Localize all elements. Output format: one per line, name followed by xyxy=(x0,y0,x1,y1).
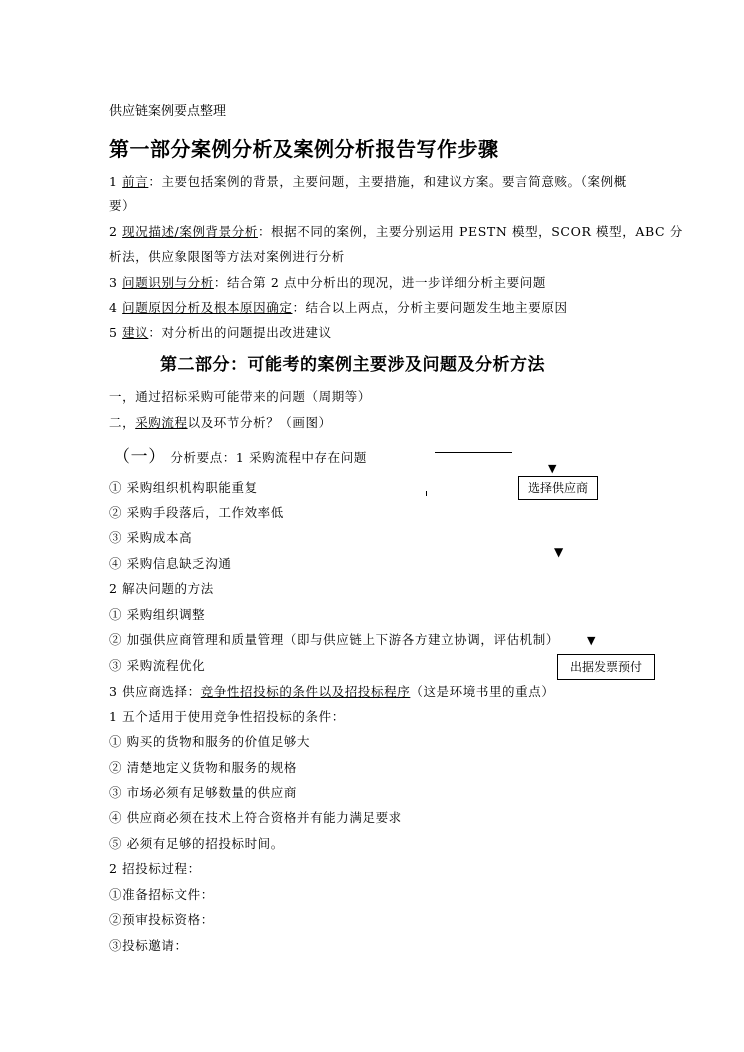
flow-box-select-supplier: 选择供应商 xyxy=(518,476,598,500)
flow-box-invoice-prepay: 出据发票预付 xyxy=(557,654,655,680)
part1-heading: 第一部分案例分析及案例分析报告写作步骤 xyxy=(109,137,499,161)
process-title: 2 招投标过程： xyxy=(109,861,201,876)
flow-arrow-down-icon: ▼ xyxy=(548,462,557,475)
solution-3: ③ 采购流程优化 xyxy=(109,658,206,673)
part1-item-1-cont: 要） xyxy=(109,198,136,213)
condition-1: ① 购买的货物和服务的价值足够大 xyxy=(109,734,311,749)
flow-tick-mark xyxy=(426,491,427,496)
supplier-selection: 3 供应商选择：竞争性招投标的条件以及招投标程序（这是环境书里的重点） xyxy=(109,684,555,699)
part1-item-4: 4 问题原因分析及根本原因确定：结合以上两点，分析主要问题发生地主要原因 xyxy=(109,300,568,315)
part1-item-5: 5 建议：对分析出的问题提出改进建议 xyxy=(109,325,332,340)
part1-item-2: 2 现况描述/案例背景分析：根据不同的案例，主要分别运用 PESTN 模型，SCOR 模型，ABC 分 xyxy=(109,224,683,239)
process-step-2: ②预审投标资格： xyxy=(109,912,214,927)
solution-2: ② 加强供应商管理和质量管理（即与供应链上下游各方建立协调，评估机制） xyxy=(109,632,559,647)
process-step-3: ③投标邀请： xyxy=(109,938,188,953)
solutions-title: 2 解决问题的方法 xyxy=(109,581,214,596)
conditions-title: 1 五个适用于使用竞争性招投标的条件： xyxy=(109,709,345,724)
part1-item-2-cont: 析法，供应象限图等方法对案例进行分析 xyxy=(109,249,345,264)
part1-item-1: 1 前言：主要包括案例的背景，主要问题，主要措施，和建议方案。要言简意赅。（案例概 xyxy=(109,174,627,189)
condition-3: ③ 市场必须有足够数量的供应商 xyxy=(109,785,297,800)
problem-1: ① 采购组织机构职能重复 xyxy=(109,480,258,495)
condition-2: ② 清楚地定义货物和服务的规格 xyxy=(109,760,297,775)
document-title: 供应链案例要点整理 xyxy=(109,104,227,119)
flow-connector-line xyxy=(435,452,512,453)
part1-item-3: 3 问题识别与分析：结合第 2 点中分析出的现况，进一步详细分析主要问题 xyxy=(109,275,546,290)
part2-heading: 第二部分：可能考的案例主要涉及问题及分析方法 xyxy=(160,355,545,375)
condition-4: ④ 供应商必须在技术上符合资格并有能力满足要求 xyxy=(109,810,402,825)
solution-1: ① 采购组织调整 xyxy=(109,607,206,622)
part2-line-1: 一，通过招标采购可能带来的问题（周期等） xyxy=(109,389,372,404)
problem-3: ③ 采购成本高 xyxy=(109,530,193,545)
part2-line-2: 二，采购流程以及环节分析？（画图） xyxy=(109,415,332,430)
flow-arrow-down-icon-3: ▼ xyxy=(587,634,596,647)
problem-2: ② 采购手段落后，工作效率低 xyxy=(109,505,284,520)
flow-arrow-down-icon-2: ▼ xyxy=(554,545,564,559)
process-step-1: ①准备招标文件： xyxy=(109,887,214,902)
condition-5: ⑤ 必须有足够的招投标时间。 xyxy=(109,836,284,851)
problem-4: ④ 采购信息缺乏沟通 xyxy=(109,556,232,571)
analysis-points: （一） 分析要点：1 采购流程中存在问题 xyxy=(113,447,367,467)
